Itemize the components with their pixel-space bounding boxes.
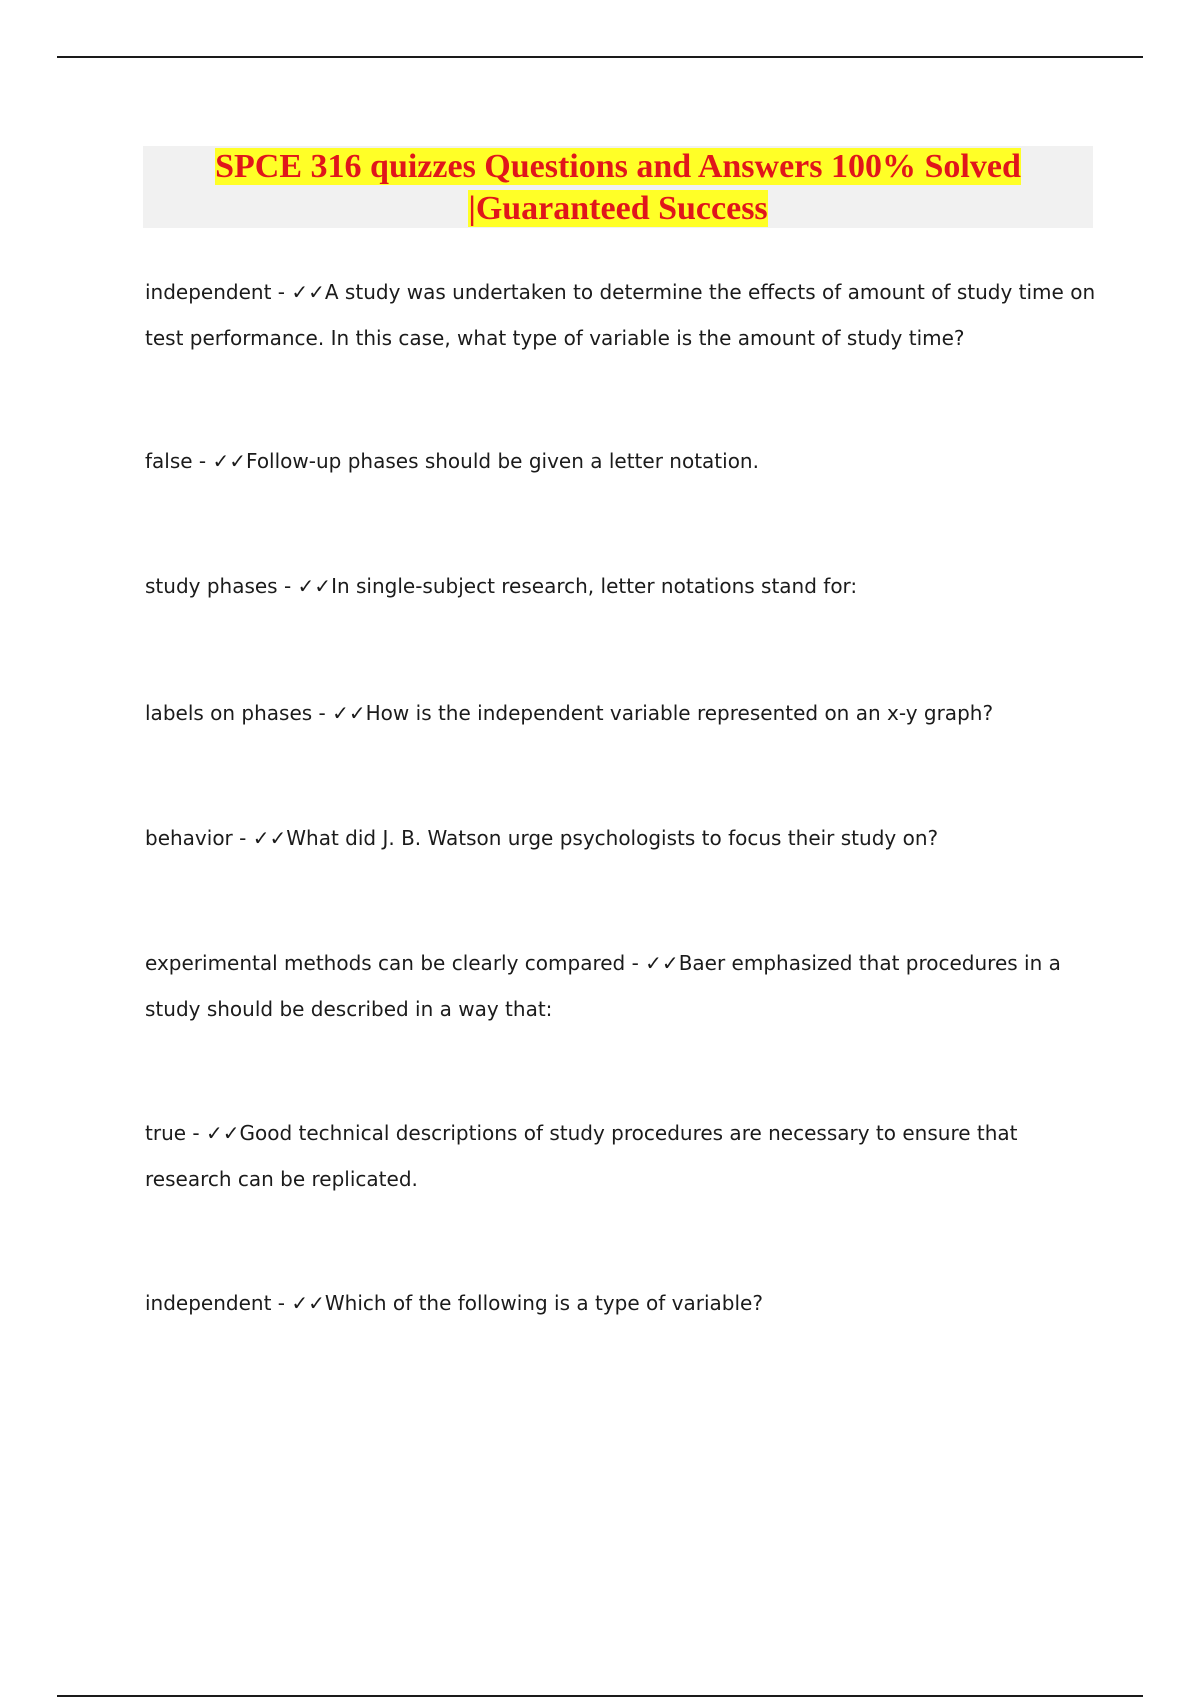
question-text: What did J. B. Watson urge psychologists to focus their study on?: [286, 826, 939, 850]
bottom-rule: [57, 1695, 1143, 1697]
qa-item: [145, 1280, 1105, 1326]
question-text: Which of the following is a type of variable?: [324, 1291, 763, 1315]
document-title: [143, 146, 1093, 230]
checkmark-icon: ✓✓: [205, 1121, 240, 1145]
separator: -: [271, 1291, 292, 1315]
answer-text: independent: [145, 280, 272, 304]
answer-text: true: [145, 1121, 187, 1145]
question-text: Follow-up phases should be given a letter notation.: [246, 449, 759, 473]
separator: -: [192, 449, 213, 473]
title-line-2: |Guaranteed Success: [468, 190, 768, 227]
question-text: How is the independent variable represented on an x-y graph?: [365, 701, 994, 725]
qa-item: [145, 563, 1105, 609]
answer-text: experimental methods can be clearly compared: [145, 951, 626, 975]
checkmark-icon: ✓✓: [212, 449, 247, 473]
question-text: Good technical descriptions of study procedures are necessary to ensure that research can be replicated.: [145, 1121, 1018, 1191]
checkmark-icon: ✓✓: [332, 701, 366, 725]
checkmark-icon: ✓✓: [297, 574, 332, 598]
qa-item: [145, 815, 1105, 861]
qa-item: [145, 438, 1105, 484]
separator: -: [312, 701, 333, 725]
title-line-1: SPCE 316 quizzes Questions and Answers 100% Solved: [215, 148, 1021, 185]
answer-text: independent: [145, 1291, 272, 1315]
separator: -: [232, 826, 253, 850]
checkmark-icon: ✓✓: [252, 826, 287, 850]
question-text: Baer emphasized that procedures in a study should be described in a way that:: [145, 951, 1061, 1021]
separator: -: [271, 280, 292, 304]
separator: -: [186, 1121, 206, 1145]
answer-text: false: [145, 449, 193, 473]
question-text: A study was undertaken to determine the effects of amount of study time on test performance. In this case, what type of variable is the amount of study time?: [145, 280, 1096, 350]
answer-text: study phases: [145, 574, 278, 598]
qa-item: [145, 940, 1105, 1032]
answer-text: labels on phases: [145, 701, 313, 725]
checkmark-icon: ✓✓: [291, 1291, 325, 1315]
checkmark-icon: ✓✓: [645, 951, 679, 975]
checkmark-icon: ✓✓: [291, 280, 325, 304]
top-rule: [57, 56, 1143, 58]
answer-text: behavior: [145, 826, 233, 850]
title-box: [143, 146, 1093, 228]
question-text: In single-subject research, letter notations stand for:: [331, 574, 858, 598]
qa-item: [145, 1110, 1105, 1202]
qa-item: [145, 269, 1105, 361]
separator: -: [625, 951, 646, 975]
separator: -: [277, 574, 298, 598]
qa-item: [145, 690, 1105, 736]
